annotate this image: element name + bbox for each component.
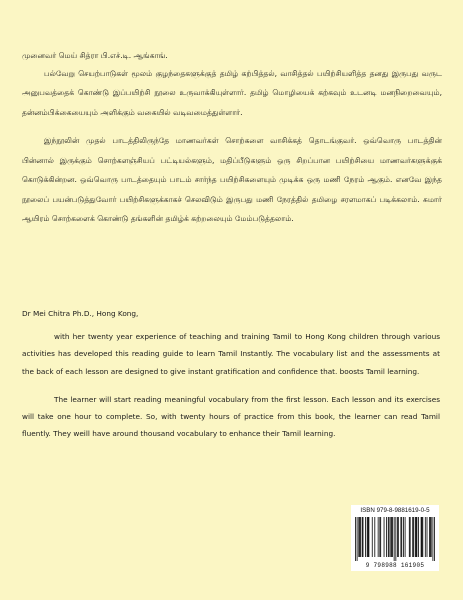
barcode-bar <box>398 517 399 557</box>
barcode-bar <box>416 517 417 557</box>
barcode-bar <box>363 517 364 557</box>
barcode-bar <box>367 517 368 557</box>
barcode-bar <box>384 517 385 557</box>
barcode-bar <box>400 517 401 557</box>
barcode-bar <box>390 517 391 557</box>
barcode-bar <box>427 517 428 557</box>
barcode-bar <box>360 517 361 557</box>
barcode-bar <box>391 517 392 557</box>
barcode-bar <box>405 517 406 557</box>
barcode-bar <box>429 517 430 557</box>
barcode-bar <box>355 517 356 561</box>
barcode-bar <box>412 517 413 557</box>
barcode-bar <box>389 517 390 557</box>
barcode-bar <box>362 517 363 557</box>
barcode-bar <box>357 517 358 561</box>
barcode-bar <box>401 517 402 557</box>
barcode-bar <box>372 517 373 557</box>
barcode-bar <box>368 517 369 557</box>
english-paragraph-2: The learner will start reading meaningful vocabulary from the first lesson. Each lesson and its exercises will take one hour to complete. So, with twenty hours of practice from this book, the learner can read Tamil fluently. They weill have around thousand vocabulary to enhance their Tamil learning. <box>22 394 440 439</box>
barcode-bar <box>395 517 396 561</box>
barcode-bar <box>410 517 411 557</box>
barcode-bar <box>359 517 360 557</box>
barcode-bar <box>422 517 423 557</box>
barcode-bar <box>374 517 375 557</box>
barcode-bar <box>418 517 419 557</box>
barcode-bar <box>422 517 423 557</box>
tamil-description <box>22 46 442 238</box>
barcode-bar <box>403 517 404 557</box>
barcode-bar <box>432 517 433 561</box>
barcode-bar <box>380 517 381 557</box>
barcode-bar <box>415 517 416 557</box>
barcode-bar <box>368 517 369 557</box>
barcode-bar <box>421 517 422 557</box>
english-paragraph-1: with her twenty year experience of teaching and training Tamil to Hong Kong children through various activities has developed this reading guide to learn Tamil Instantly. The vocabulary list and the assessments at the back of each lesson are designed to give instant gratification and confidence that. boosts Tamil learning. <box>22 332 440 376</box>
barcode-bar <box>425 517 426 557</box>
barcode-bar <box>434 517 435 561</box>
barcode-bar <box>409 517 410 557</box>
barcode-digits: 9 798988 161905 <box>365 562 425 569</box>
barcode-bar <box>386 517 387 557</box>
tamil-paragraph-1: பல்வேறு செயற்பாடுகள் மூலம் குழந்தைகளுக்குத் தமிழ் கற்பித்தல், வாசித்தல் பயிற்சியளித்த தனது இருபது வருட அனுபவத்தைக் கொண்டு இப்பயிற்சி நூலை உருவாக்கியுள்ளார். தமிழ் மொழியைக் கற்கவும் உடனடி மனநிறைவையும், தன்னம்பிக்கையையும் அளிக்கும் வகையில் வடிவமைத்துள்ளார். <box>22 68 442 117</box>
isbn-label: ISBN 979-8-9881619-0-5 <box>360 507 430 514</box>
tamil-paragraph-2: இந்நூலின் முதல் பாடத்திலிருந்தே மாணவர்கள் சொற்களை வாசிக்கத் தொடங்குவர். ஒவ்வொரு பாடத்தின் பின்னால் இருக்கும் சொற்களஞ்சியப் பட்டியல்களும், மதிப்பீடுகளும் ஒரு சிறப்பான பயிற்சியை மாணவர்களுக்குக் கொடுக்கின்றன. ஒவ்வொரு பாடத்தையும் பாடம் சார்ந்த பயிற்சிகளையும் முடிக்க ஒரு மணி நேரம் ஆகும். எனவே இந்த நூலைப் பயன்படுத்துவோர் பயிற்சிகளுக்காகச் செலவிடும் இருபது மணி நேரத்தில் தமிழை சரளமாகப் படிக்கலாம். சுமார் ஆயிரம் சொற்களைக் கொண்டு தங்களின் தமிழ்க் கற்றலையும் மேம்படுத்தலாம். <box>22 136 442 223</box>
barcode-bar <box>430 517 431 557</box>
barcode-bar <box>358 517 359 557</box>
barcode-bar <box>378 517 379 557</box>
barcode-bar <box>379 517 380 557</box>
barcode-bar <box>416 517 417 557</box>
barcode-bar <box>394 517 395 561</box>
barcode-bar <box>413 517 414 557</box>
barcode-bar <box>365 517 366 557</box>
barcode-bars <box>355 517 435 561</box>
tamil-author-line: முனைவர் மெய் சித்ரா பி.எச்.டி. ஆங்காங். <box>22 51 168 60</box>
barcode-bar <box>431 517 432 557</box>
barcode-bar <box>397 517 398 557</box>
english-author-line: Dr Mei Chitra Ph.D., Hong Kong, <box>22 309 139 318</box>
isbn-barcode <box>351 505 439 571</box>
barcode-bar <box>388 517 389 557</box>
barcode-bar <box>392 517 393 557</box>
english-description <box>22 305 440 442</box>
